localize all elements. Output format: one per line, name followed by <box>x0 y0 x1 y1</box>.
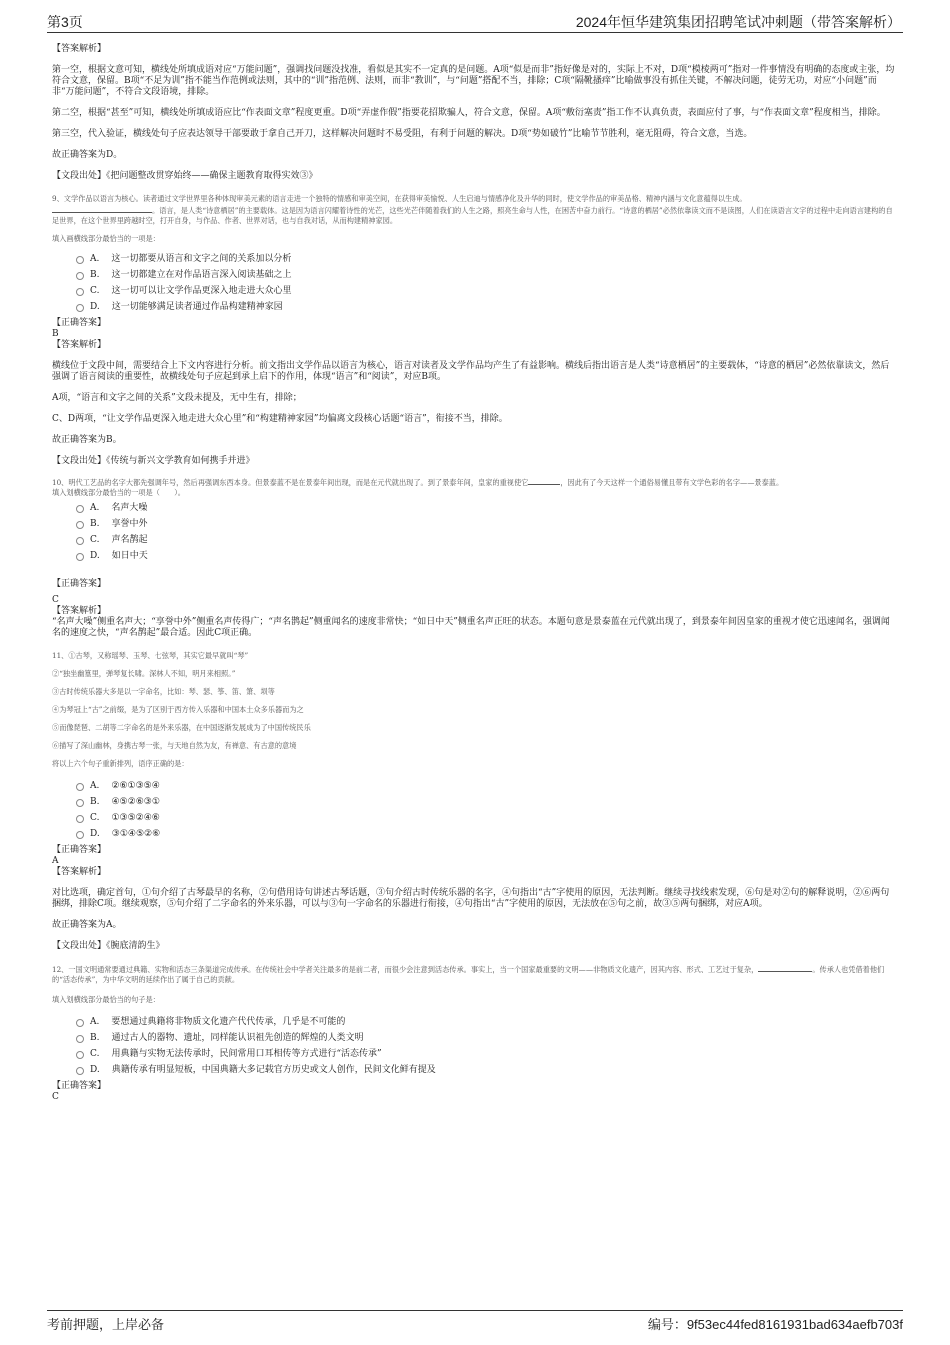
q9-explain-title: 【答案解析】 <box>52 340 107 350</box>
q9-option-d[interactable]: D. 这一切能够满足读者通过作品构建精神家园 <box>76 302 898 313</box>
prev-explain-p3: 第三空，代入验证，横线处句子应表达领导干部要敢于拿自己开刀，这样解决问题时不易受阻，有利于问题的解决。D项“势如破竹”比喻节节胜利，毫无阻碍，符合文意，当选。 <box>52 129 753 139</box>
radio-icon[interactable] <box>76 272 84 280</box>
q10-stem: 10、明代工艺品的名字大都先强调年号，然后再强调东西本身。但景泰蓝不是在景泰年间出现，而是在元代就出现了。到了景泰年间，皇家的重视使它 ，因此有了今天这样一个通俗易懂且带有文学色彩的名字——景泰蓝。 <box>52 478 784 487</box>
q10-option-b[interactable]: B. 享誉中外 <box>76 519 898 530</box>
q11-option-a[interactable]: A. ②⑥①③⑤④ <box>76 781 898 792</box>
radio-icon[interactable] <box>76 815 84 823</box>
radio-icon[interactable] <box>76 1051 84 1059</box>
footer-code <box>648 1314 903 1333</box>
radio-icon[interactable] <box>76 521 84 529</box>
q12-answer-title: 【正确答案】 <box>52 1081 107 1091</box>
radio-icon[interactable] <box>76 537 84 545</box>
q10-option-c[interactable]: C. 声名鹊起 <box>76 535 898 546</box>
radio-icon[interactable] <box>76 831 84 839</box>
prev-explain-p1: 第一空，根据文意可知，横线处所填成语对应“万能问题”，强调找问题没找准，看似是其实不一定真的是问题。A项“似是而非”指好像是对的，实际上不对，D项“模棱两可”指对一件事情没有明确的态度或主张，均符合文意，保留。B项“不足为训”指不能当作范例或法则，其中的“训”指范例、法则，而非“教训”，与“问题”搭配不当，排除；C项“隔靴搔痒”比喻做事没有抓住关键，不解决问题，徒劳无功，对应“小问题”而非“万能问题”，不符合文段语境，排除。 <box>52 65 895 97</box>
q9-ask: 填入画横线部分最恰当的一项是： <box>52 234 160 243</box>
q11-option-c[interactable]: C. ①③⑤②④⑥ <box>76 813 898 824</box>
q12-blank <box>758 964 812 972</box>
q10-explain-1: “名声大噪”侧重名声大；“享誉中外”侧重名声传得广；“声名鹊起”侧重闻名的速度非常快；“如日中天”侧重名声正旺的状态。本题句意是景泰蓝在元代就出现了，到景泰年间因皇家的重视才使它迅速闻名，强调闻名的速度之快，“声名鹊起”最合适。因此C项正确。 <box>52 617 890 638</box>
q12-stem: 12、一国文明通常要通过典籍、实物和活态三条渠道完成传承。在传统社会中学者关注最多的是前二者，而很少会注意到活态传承。事实上，当一个国家最重要的文明——非物质文化遗产，因其内容、形式、工艺过于复杂， 。传承人也凭借着他们的“活态传承”，为中华文明的延续作出了属于自己的贡献。 <box>52 965 885 984</box>
q9-blank <box>52 204 152 213</box>
q11-stem: 11、①古琴，又称瑶琴、玉琴、七弦琴，其实它最早就叫“琴” <box>52 651 249 660</box>
q10-answer-title: 【正确答案】 <box>52 579 107 589</box>
q11-explain-1: 对比选项，确定首句，①句介绍了古琴最早的名称，②句借用诗句讲述古琴话题，③句介绍古时传统乐器的名字，④句指出“古”字使用的原因，无法判断。继续寻找线索发现，⑥句是对②句的解释说明，②⑥两句捆绑，排除C项。继续观察，⑤句介绍了二字命名的外来乐器，可以与③句一字命名的乐器进行衔接，④句指出“古”字使用的原因，无法放在⑤句之前，故③⑤两句捆绑，对应A项。 <box>52 888 890 909</box>
q11-sentence-2: ②“独坐幽篁里，弹琴复长啸。深林人不知，明月来相照。” <box>52 669 236 678</box>
q9-explain-2: A项，“语言和文字之间的关系”文段未提及，无中生有，排除； <box>52 393 302 403</box>
q11-answer-title: 【正确答案】 <box>52 845 107 855</box>
q11-conclusion: 故正确答案为A。 <box>52 920 122 930</box>
q10-answer: C <box>52 595 59 605</box>
radio-icon[interactable] <box>76 1019 84 1027</box>
radio-icon[interactable] <box>76 256 84 264</box>
page-content <box>52 44 898 1103</box>
q9-option-a[interactable]: A. 这一切都要从语言和文字之间的关系加以分析 <box>76 254 898 265</box>
radio-icon[interactable] <box>76 505 84 513</box>
q9-answer: B <box>52 329 59 339</box>
q11-ask: 将以上六个句子重新排列，语序正确的是： <box>52 759 189 768</box>
page-header <box>47 12 903 33</box>
prev-explain-p2: 第二空，根据“甚至”可知，横线处所填成语应比“作表面文章”程度更重。D项“弄虚作假”指要花招欺骗人，符合文意，保留。A项“敷衍塞责”指工作不认真负责，表面应付了事，与“作表面文章”程度相当，排除。 <box>52 108 886 118</box>
q11-source: 【文段出处】《腕底清韵生》 <box>52 941 165 951</box>
q10-blank <box>528 477 560 485</box>
q11-sentence-5: ⑤而像琵琶、二胡等二字命名的是外来乐器，在中国逐渐发展成为了中国传统民乐 <box>52 723 311 732</box>
page-footer <box>47 1310 903 1333</box>
q9-option-b[interactable]: B. 这一切都建立在对作品语言深入阅读基础之上 <box>76 270 898 281</box>
footer-code-label: 编号： <box>647 1317 687 1332</box>
q10-explain-title: 【答案解析】 <box>52 606 107 616</box>
q11-option-d[interactable]: D. ③①④⑤②⑥ <box>76 829 898 840</box>
radio-icon[interactable] <box>76 1067 84 1075</box>
q9-source: 【文段出处】《传统与新兴文学教育如何携手并进》 <box>52 456 255 466</box>
prev-conclusion: 故正确答案为D。 <box>52 150 123 160</box>
q9-explain-3: C、D两项，“让文学作品更深入地走进大众心里”和“构建精神家园”均偏离文段核心话题“语言”，衔接不当，排除。 <box>52 414 508 424</box>
radio-icon[interactable] <box>76 1035 84 1043</box>
q12-option-d[interactable]: D. 典籍传承有明显短板，中国典籍大多记载官方历史或文人创作，民间文化鲜有提及 <box>76 1065 898 1076</box>
q11-answer: A <box>52 856 59 866</box>
page-number: 第3页 <box>47 14 83 30</box>
q11-sentence-6: ⑥描写了深山幽林，身携古琴一张，与天地自然为友，有禅意、有古意的意境 <box>52 741 297 750</box>
document-title: 2024年恒华建筑集团招聘笔试冲刺题（带答案解析） <box>575 14 901 30</box>
q12-answer: C <box>52 1092 59 1102</box>
q9-stem: 9、文学作品以语言为核心。读者通过文学世界里各种体现审美元素的语言走进一个独特的情感和审美空间，在获得审美愉悦、人生启迪与情感净化及升华的同时，使文学作品的审美品格、精神内涵与文化意蕴得以生成。 。语言，是人类“诗意栖居”的主要载体。这是因为语言闪耀着诗性的光芒，这些光芒伴随着我们的人生之路，照亮生命与人性，在困苦中奋力前行。“诗意的栖居”必然依靠读文而不是读图，人们在读语言文字的过程中走向语言建构的自足世界，在这个世界里跨越时空，打开自身，与作品、作者、世界对话，也与自我对话，从而构建精神家园。 <box>52 194 893 225</box>
q11-sentence-4: ④为琴冠上“古”之前缀，是为了区别于西方传入乐器和中国本土众多乐器而为之 <box>52 705 304 714</box>
radio-icon[interactable] <box>76 304 84 312</box>
q11-explain-title: 【答案解析】 <box>52 867 107 877</box>
prev-source: 【文段出处】《把问题整改贯穿始终——确保主题教育取得实效③》 <box>52 171 318 181</box>
q9-explain-1: 横线位于文段中间，需要结合上下文内容进行分析。前文指出文学作品以语言为核心，语言对读者及文学作品均产生了有益影响。横线后指出语言是人类“诗意栖居”的主要载体，“诗意的栖居”必然依靠读文，然后强调了语言阅读的重要性，故横线处句子应起到承上启下的作用，体现“语言”和“阅读”，对应B项。 <box>52 361 890 382</box>
q11-option-b[interactable]: B. ④⑤②⑥③① <box>76 797 898 808</box>
q12-option-b[interactable]: B. 通过古人的器物、遗址，同样能认识祖先创造的辉煌的人类文明 <box>76 1033 898 1044</box>
q11-sentence-3: ③古时传统乐器大多是以一字命名，比如：琴、瑟、筝、笛、箫、埙等 <box>52 687 275 696</box>
prev-explain-title: 【答案解析】 <box>52 44 107 54</box>
footer-code-value: 9f53ec44fed8161931bad634aefb703f <box>686 1317 903 1332</box>
footer-slogan: 考前押题，上岸必备 <box>47 1317 165 1332</box>
radio-icon[interactable] <box>76 783 84 791</box>
radio-icon[interactable] <box>76 288 84 296</box>
q12-option-a[interactable]: A. 要想通过典籍将非物质文化遗产代代传承，几乎是不可能的 <box>76 1017 898 1028</box>
q9-answer-title: 【正确答案】 <box>52 318 107 328</box>
q12-option-c[interactable]: C. 用典籍与实物无法传承时，民间常用口耳相传等方式进行“活态传承” <box>76 1049 898 1060</box>
radio-icon[interactable] <box>76 799 84 807</box>
q10-ask: 填入划横线部分最恰当的一项是（ ）。 <box>52 488 185 497</box>
q10-option-a[interactable]: A. 名声大噪 <box>76 503 898 514</box>
q12-ask: 填入划横线部分最恰当的句子是： <box>52 995 160 1004</box>
q9-conclusion: 故正确答案为B。 <box>52 435 122 445</box>
q10-option-d[interactable]: D. 如日中天 <box>76 551 898 562</box>
q9-option-c[interactable]: C. 这一切可以让文学作品更深入地走进大众心里 <box>76 286 898 297</box>
radio-icon[interactable] <box>76 553 84 561</box>
